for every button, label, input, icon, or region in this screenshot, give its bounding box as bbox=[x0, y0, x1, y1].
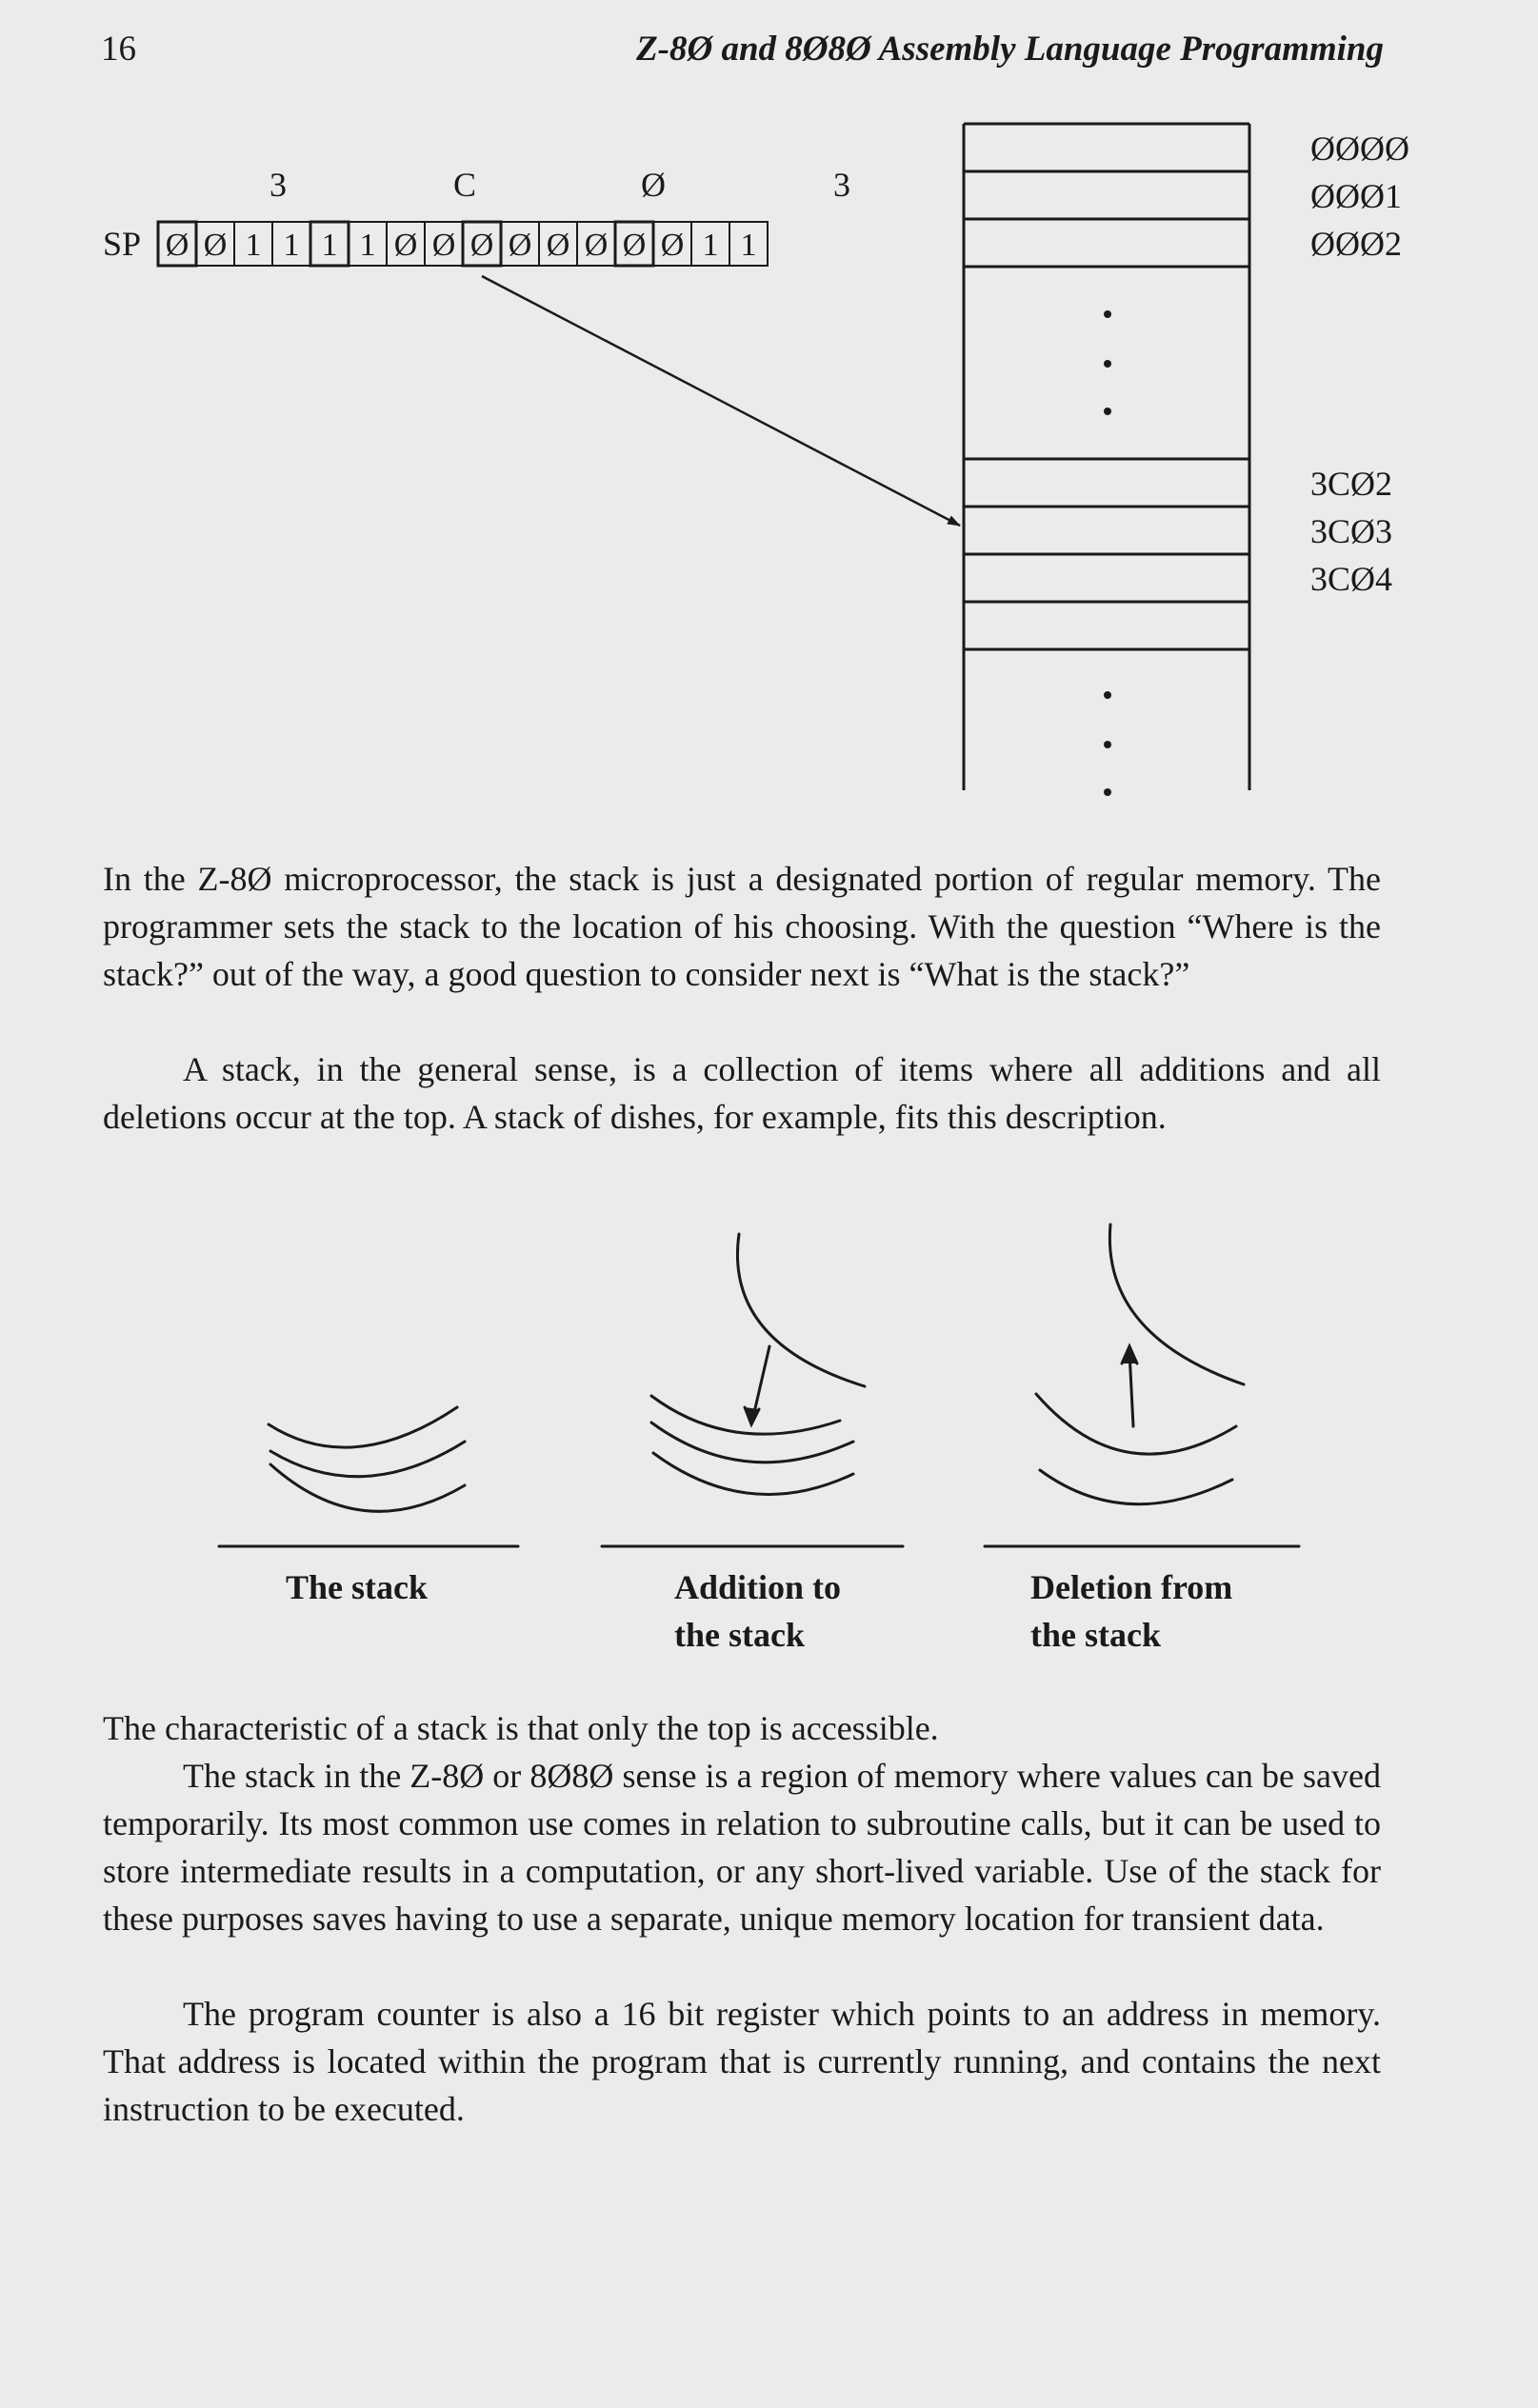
sp-bit-value: 1 bbox=[245, 228, 262, 263]
sp-bit-value: 1 bbox=[359, 228, 376, 263]
hex-digit: 3 bbox=[833, 166, 850, 204]
sp-bit-value: 1 bbox=[740, 228, 757, 263]
sp-bit-value: Ø bbox=[203, 228, 228, 263]
hex-digit: C bbox=[452, 166, 477, 204]
dish-stack-addition bbox=[602, 1234, 903, 1546]
hex-digit: Ø bbox=[641, 166, 666, 204]
sp-bit-value: Ø bbox=[469, 228, 494, 263]
hex-digit: 3 bbox=[270, 166, 287, 204]
running-title: Z-8Ø and 8Ø8Ø Assembly Language Programming bbox=[636, 30, 1384, 69]
memory-address: ØØØ2 bbox=[1310, 225, 1402, 263]
sp-register-label: SP bbox=[103, 225, 142, 263]
paragraph: A stack, in the general sense, is a collection of items where all additions and all deletions occur at the top. A stack of dishes, for example, fits this description. bbox=[103, 1050, 1381, 1136]
stack-pointer-memory-diagram bbox=[0, 0, 1538, 819]
sp-bit-value: Ø bbox=[546, 228, 570, 263]
sp-bit-value: Ø bbox=[622, 228, 647, 263]
sp-bit-value: Ø bbox=[165, 228, 190, 263]
caption-line: Deletion from bbox=[1030, 1568, 1233, 1606]
sp-bit-value: 1 bbox=[283, 228, 300, 263]
pointer-arrow bbox=[482, 276, 960, 526]
page-number: 16 bbox=[101, 30, 136, 69]
caption-line: the stack bbox=[1030, 1616, 1161, 1654]
caption-deletion bbox=[1030, 1563, 1232, 1659]
memory-address: 3CØ2 bbox=[1310, 465, 1393, 503]
sp-bit-value: Ø bbox=[393, 228, 418, 263]
sp-bit-value: Ø bbox=[660, 228, 685, 263]
caption-line: the stack bbox=[674, 1616, 805, 1654]
sp-bit-value: 1 bbox=[321, 228, 338, 263]
memory-address: 3CØ4 bbox=[1310, 560, 1393, 598]
hex-digit-labels bbox=[270, 166, 850, 204]
paragraph: The program counter is also a 16 bit register which points to an address in memory. That address is located within the program that is currently running, and contains the next instruction to be executed. bbox=[103, 1995, 1381, 2128]
sp-register-bits bbox=[158, 222, 768, 266]
sp-bit-value: Ø bbox=[431, 228, 456, 263]
caption-line: Addition to bbox=[674, 1568, 842, 1606]
memory-address-labels bbox=[1310, 129, 1409, 598]
caption-the-stack: The stack bbox=[286, 1568, 429, 1606]
memory-address: ØØØØ bbox=[1310, 129, 1409, 168]
caption-addition bbox=[674, 1563, 841, 1659]
memory-address: 3CØ3 bbox=[1310, 512, 1393, 550]
memory-address: ØØØ1 bbox=[1310, 177, 1402, 215]
memory-column bbox=[964, 124, 1249, 790]
sp-bit-value: Ø bbox=[584, 228, 609, 263]
sp-bit-value: Ø bbox=[508, 228, 532, 263]
paragraph: The characteristic of a stack is that only the top is accessible. bbox=[103, 1709, 939, 1747]
paragraph: In the Z-8Ø microprocessor, the stack is just a designated portion of regular memory. The programmer sets the stack to the location of his choosing. With the question “Where is the stack?” out of the way, a good question to consider next is “What is the stack?” bbox=[103, 860, 1381, 993]
sp-bit-value: 1 bbox=[702, 228, 719, 263]
paragraph: The stack in the Z-8Ø or 8Ø8Ø sense is a region of memory where values can be saved temporarily. Its most common use comes in relation to subroutine calls, but it can be used to store intermediate results in a computation, or any short-lived variable. Use of the stack for these purposes saves having to use a separate, unique memory location for transient data. bbox=[103, 1757, 1381, 1938]
dish-stack-deletion bbox=[985, 1224, 1299, 1546]
dish-stack-plain bbox=[219, 1407, 518, 1546]
